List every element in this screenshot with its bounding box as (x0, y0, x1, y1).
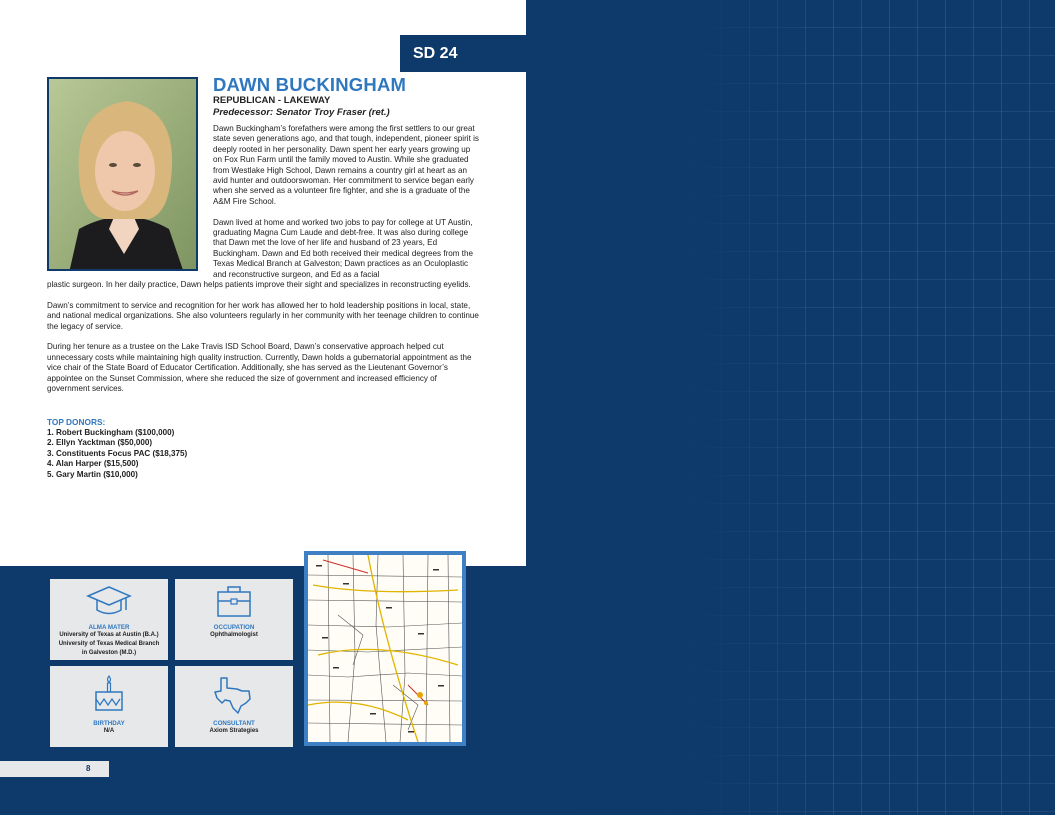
alma-mater-line: in Galveston (M.D.) (81, 650, 137, 656)
occupation-value: Ophthalmologist (210, 632, 258, 638)
occupation-title: OCCUPATION (213, 624, 255, 631)
alma-mater-line: University of Texas Medical Branch (58, 641, 160, 647)
alma-mater-title: ALMA MATER (88, 624, 130, 631)
briefcase-icon (211, 582, 257, 622)
alma-mater-line: University of Texas at Austin (B.A.) (59, 632, 159, 638)
birthday-value: N/A (103, 728, 115, 734)
bio-paragraph: Dawn lived at home and worked two jobs to pay for college at UT Austin, graduating Magna Cum Laude and debt-free. It was also during college that Dawn met the love of her life and husband of 23 years, Ed Buckingham. Dawn and Ed both received their medical degrees from the Texas Medical Branch at Galveston; Dawn practices as an Oculoplastic and reconstructive surgeon, and Ed as a facial (213, 217, 474, 279)
biography (47, 124, 479, 405)
bio-paragraph: Dawn’s commitment to service and recognition for her work has allowed her to hold leadership positions in local, state, and national medical organizations. She also volunteers regularly in her community with her teenage children to continue the legacy of service. (47, 300, 479, 331)
consultant-card (175, 666, 293, 747)
alma-mater-card (50, 579, 168, 660)
bio-paragraph: During her tenure as a trustee on the Lake Travis ISD School Board, Dawn’s conservative approach helped cut unnecessary costs while maintaining high quality instruction. Currently, Dawn holds a gubernatorial appointment as the vice chair of the State Board of Educator Certification. Additionally, she has served as the Lieutenant Governor’s appointee on the Sunset Commission, where she reduced the size of government and increased efficiency of government services. (47, 342, 472, 394)
occupation-card (175, 579, 293, 660)
bio-paragraph: Dawn Buckingham’s forefathers were among the first settlers to our great state seven generations ago, and that tough, independent, pioneer spirit is deeply rooted in her personality. Dawn spent her early years growing up on Fox Run Farm until the family moved to Austin. While she graduated from Westlake High School, Dawn remains a country girl at heart as an avid hunter and outdoorswoman. Her commitment to service began early when she served as a volunteer fire fighter, and she is a graduate of the A&M Fire School. (213, 124, 479, 206)
bio-paragraph: plastic surgeon. In her daily practice, Dawn helps patients improve their sight and specializes in reconstructing eyelids. (47, 280, 471, 290)
graduation-cap-icon (86, 582, 132, 622)
birthday-card (50, 666, 168, 747)
donor-item: 5. Gary Martin ($10,000) (47, 469, 138, 479)
district-tab: SD 24 (400, 35, 526, 72)
donor-item: 3. Constituents Focus PAC ($18,375) (47, 448, 188, 458)
district-map (304, 551, 466, 746)
donor-item: 2. Ellyn Yacktman ($50,000) (47, 438, 153, 448)
birthday-cake-icon (86, 672, 132, 718)
candidate-name: DAWN BUCKINGHAM (213, 74, 407, 95)
background-grid (526, 0, 1055, 815)
party-location: REPUBLICAN - LAKEWAY (213, 95, 331, 106)
texas-outline-icon (211, 672, 257, 718)
top-donors-list (47, 428, 187, 480)
predecessor: Predecessor: Senator Troy Fraser (ret.) (213, 107, 390, 118)
donor-item: 1. Robert Buckingham ($100,000) (47, 428, 175, 437)
page-number: 8 (86, 764, 91, 773)
consultant-value: Axiom Strategies (209, 728, 259, 734)
consultant-title: CONSULTANT (213, 720, 255, 727)
birthday-title: BIRTHDAY (93, 720, 125, 727)
top-donors-heading: TOP DONORS: (47, 417, 106, 427)
donor-item: 4. Alan Harper ($15,500) (47, 459, 139, 469)
